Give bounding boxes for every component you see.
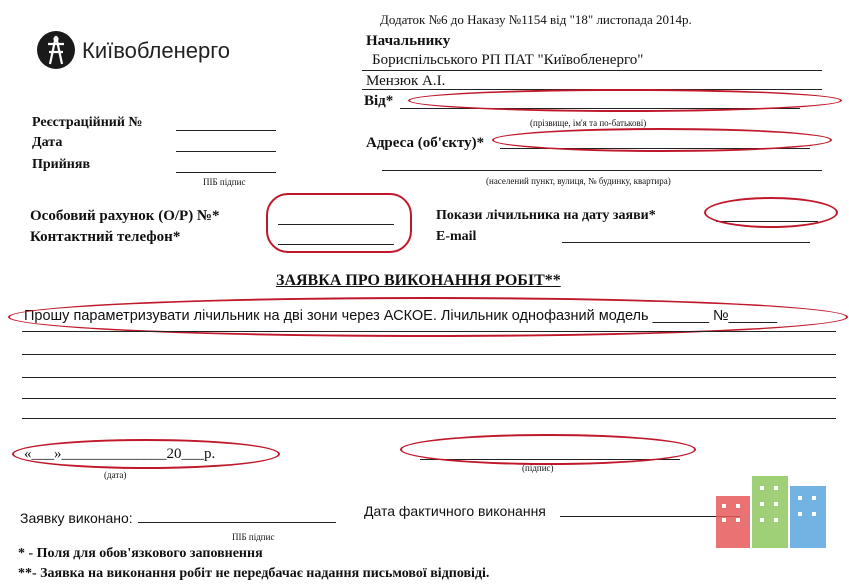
date-signature-line[interactable]: «___»______________20___р. xyxy=(24,446,216,462)
done-hint: ПІБ підпис xyxy=(232,532,275,542)
request-title: ЗАЯВКА ПРО ВИКОНАННЯ РОБІТ** xyxy=(276,272,561,289)
request-line-2[interactable] xyxy=(22,354,836,355)
reg-field[interactable] xyxy=(176,130,276,131)
accepted-field[interactable] xyxy=(176,172,276,173)
actual-date-label: Дата фактичного виконання xyxy=(364,503,546,519)
appendix-note: Додаток №6 до Наказу №1154 від "18" листопада 2014р. xyxy=(380,12,692,27)
date-label: Дата xyxy=(32,135,63,150)
reg-label: Реєстраційний № xyxy=(32,115,143,130)
from-hint: (прізвище, ім'я та по-батькові) xyxy=(530,118,647,128)
request-line-5[interactable] xyxy=(22,418,836,419)
date-highlight xyxy=(12,439,280,469)
from-highlight xyxy=(408,89,842,112)
address-hint: (населений пункт, вулиця, № будинку, квартира) xyxy=(486,176,671,186)
meter-highlight xyxy=(704,197,838,228)
done-label: Заявку виконано: xyxy=(20,510,133,526)
note-required: * - Поля для обов'язкового заповнення xyxy=(18,546,263,561)
account-phone-highlight xyxy=(266,193,412,253)
watermark-buildings-icon xyxy=(712,474,830,548)
addressee-name: Мензюк А.І. xyxy=(366,73,446,89)
done-field[interactable] xyxy=(138,522,336,523)
note-no-reply: **- Заявка на виконання робіт не передбачає надання письмової відповіді. xyxy=(18,566,490,581)
signature-hint: (підпис) xyxy=(522,463,554,473)
address-label: Адреса (об'єкту)* xyxy=(366,135,485,151)
logo-mark-icon xyxy=(36,30,76,70)
request-line-1[interactable] xyxy=(22,331,836,332)
addressee-title: Начальнику xyxy=(366,33,451,49)
accepted-label: Прийняв xyxy=(32,157,91,172)
addressee-org-line xyxy=(362,70,822,71)
email-field[interactable] xyxy=(562,242,810,243)
date-field[interactable] xyxy=(176,151,276,152)
addressee-org: Бориспільського РП ПАТ "Київобленерго" xyxy=(372,52,644,68)
signature-highlight xyxy=(400,434,696,465)
address-line-2[interactable] xyxy=(382,170,822,171)
account-label: Особовий рахунок (О/Р) №* xyxy=(30,208,220,224)
date-hint: (дата) xyxy=(104,470,127,480)
phone-label: Контактний телефон* xyxy=(30,229,181,245)
email-label: E-mail xyxy=(436,229,477,244)
from-label: Від* xyxy=(364,93,394,109)
request-line-4[interactable] xyxy=(22,398,836,399)
meter-label: Покази лічильника на дату заяви* xyxy=(436,208,656,223)
company-name: Київобленерго xyxy=(82,38,230,63)
accepted-hint: ПІБ підпис xyxy=(203,177,246,187)
address-highlight xyxy=(492,128,832,152)
request-line-3[interactable] xyxy=(22,377,836,378)
request-text: Прошу параметризувати лічильник на дві зони через АСКОЕ. Лічильник однофазний модель _______ №______ xyxy=(24,308,778,324)
